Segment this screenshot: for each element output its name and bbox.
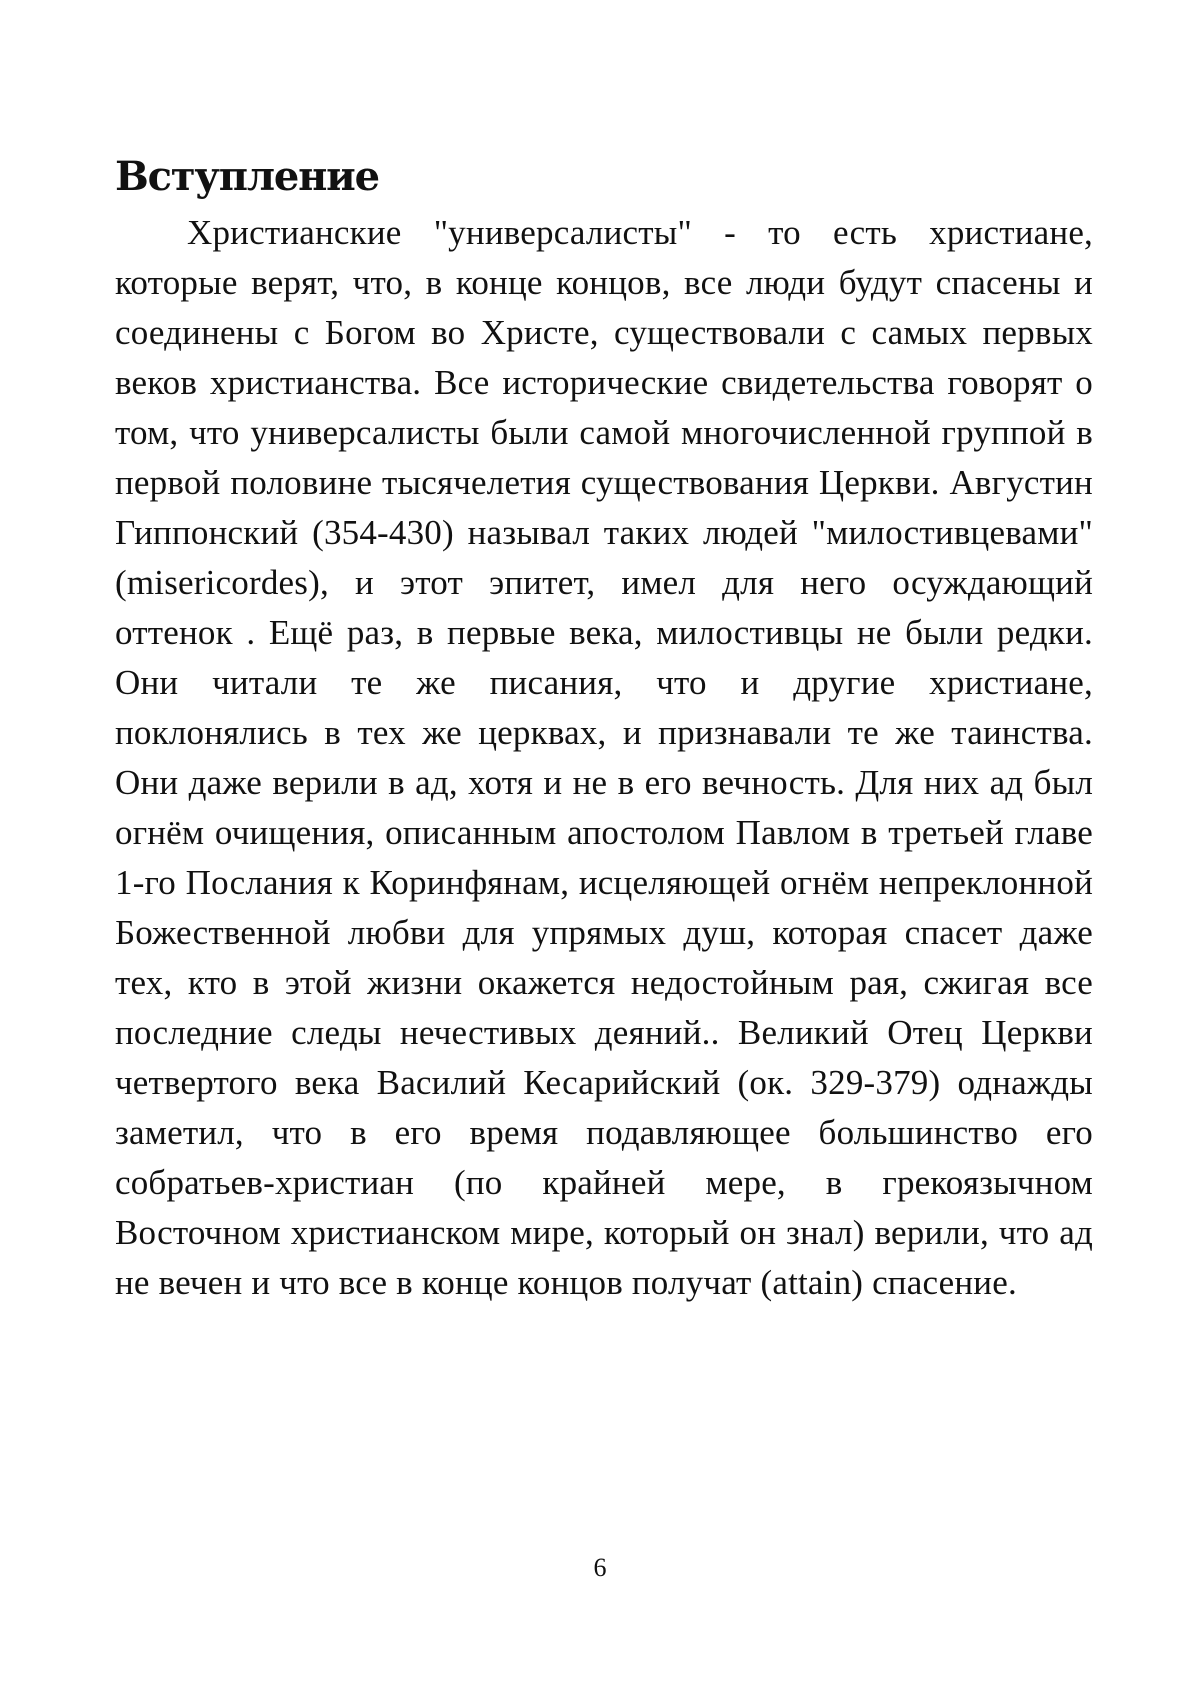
document-page xyxy=(115,150,1093,1308)
body-paragraph: Христианские "универсалисты" - то есть христиане, которые верят, что, в конце концов, все люди будут спасены и соединены с Богом во Христе, существовали с самых первых веков христианства. Все исторические свидетельства говорят о том, что универсалисты были самой многочисленной группой в первой половине тысячелетия существования Церкви. Августин Гиппонский (354-430) называл таких людей "милостивцевами" (misericordes), и этот эпитет, имел для него осуждающий оттенок . Ещё раз, в первые века, милостивцы не были редки. Они читали те же писания, что и другие христиане, поклонялись в тех же церквах, и признавали те же таинства. Они даже верили в ад, хотя и не в его вечность. Для них ад был огнём очищения, описанным апостолом Павлом в третьей главе 1-го Послания к Коринфянам, исцеляющей огнём непреклонной Божественной любви для упрямых душ, которая спасет даже тех, кто в этой жизни окажется недостойным рая, сжигая все последние следы нечестивых деяний.. Великий Отец Церкви четвертого века Василий Кесарийский (ок. 329-379) однажды заметил, что в его время подавляющее большинство его собратьев-христиан (по крайней мере, в грекоязычном Восточном христианском мире, который он знал) верили, что ад не вечен и что все в конце концов получат (attain) спасение. xyxy=(115,213,1093,1302)
section-heading: Вступление xyxy=(115,153,379,200)
page-number: 6 xyxy=(593,1553,607,1582)
